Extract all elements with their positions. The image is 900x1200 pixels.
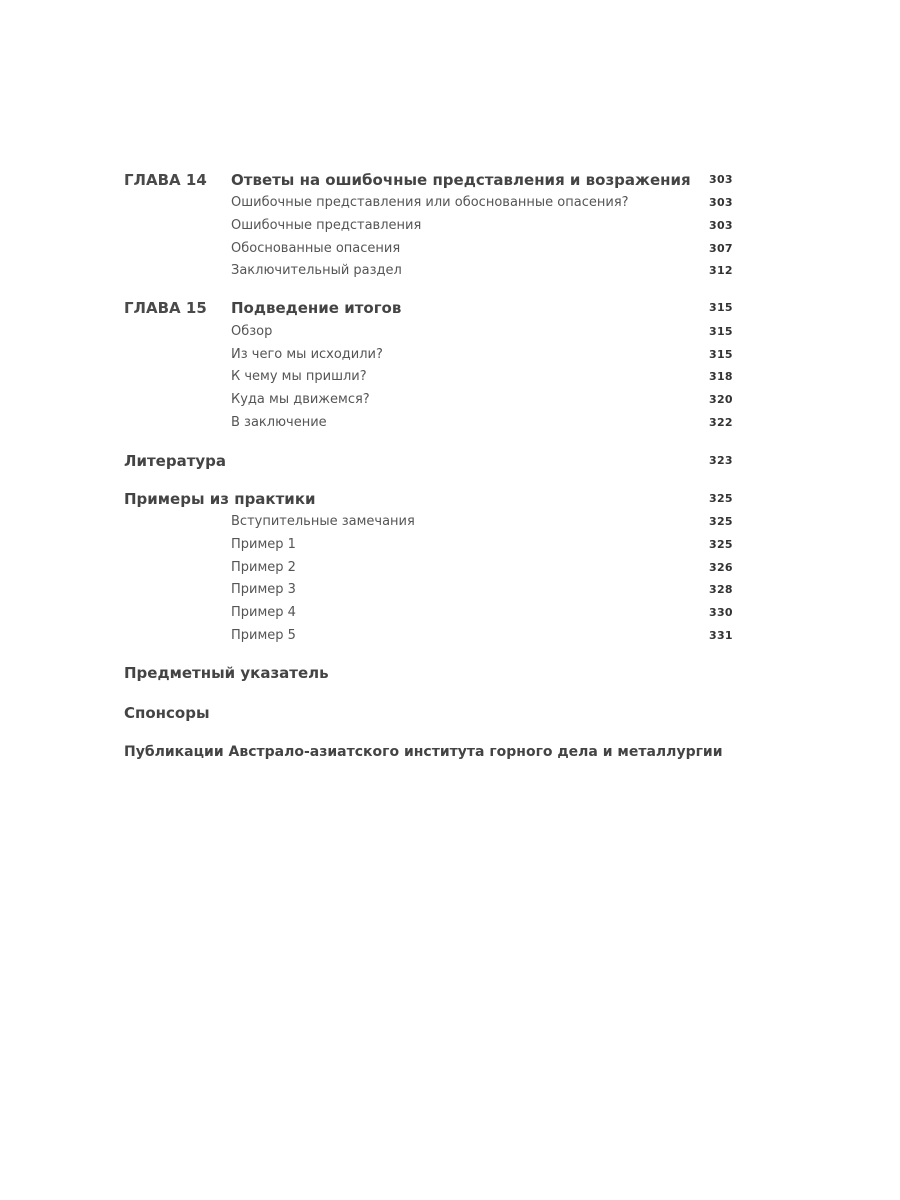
page-number: 320 (709, 393, 733, 406)
toc-subsection[interactable] (0, 579, 900, 601)
toc-subsection[interactable] (0, 238, 900, 260)
subsection-title: Пример 4 (231, 605, 296, 620)
page-number: 330 (709, 606, 733, 619)
toc-subsection[interactable] (0, 511, 900, 533)
toc-examples[interactable] (0, 488, 900, 510)
toc-subsection[interactable] (0, 192, 900, 214)
section-title: Примеры из практики (124, 490, 316, 508)
subsection-title: Ошибочные представления (231, 218, 422, 233)
page-number: 331 (709, 629, 733, 642)
page-number: 323 (709, 454, 733, 467)
page-number: 303 (709, 173, 733, 186)
chapter-title: Ответы на ошибочные представления и возражения (231, 171, 691, 189)
section-title: Публикации Австрало-азиатского института горного дела и металлургии (124, 744, 723, 760)
page-number: 322 (709, 416, 733, 429)
subsection-title: Пример 1 (231, 537, 296, 552)
toc-subsection[interactable] (0, 602, 900, 624)
chapter-number: ГЛАВА 15 (124, 299, 207, 317)
toc-subsection[interactable] (0, 344, 900, 366)
subsection-title: Обоснованные опасения (231, 241, 401, 256)
page-number: 328 (709, 583, 733, 596)
page-number: 303 (709, 196, 733, 209)
subsection-title: Ошибочные представления или обоснованные опасения? (231, 195, 629, 210)
toc-subsection[interactable] (0, 215, 900, 237)
page-number: 326 (709, 561, 733, 574)
toc-publications[interactable] (0, 741, 900, 763)
toc-chapter-15[interactable] (0, 297, 900, 319)
chapter-number: ГЛАВА 14 (124, 171, 207, 189)
page-number: 315 (709, 325, 733, 338)
toc-subsection[interactable] (0, 534, 900, 556)
subsection-title: Заключительный раздел (231, 263, 402, 278)
page-number: 325 (709, 492, 733, 505)
subsection-title: Пример 2 (231, 560, 296, 575)
toc-subsection[interactable] (0, 389, 900, 411)
section-title: Литература (124, 452, 227, 470)
toc-literature[interactable] (0, 450, 900, 472)
page-number: 315 (709, 301, 733, 314)
chapter-title: Подведение итогов (231, 299, 402, 317)
toc-subsection[interactable] (0, 321, 900, 343)
subsection-title: Пример 5 (231, 628, 296, 643)
page-number: 312 (709, 264, 733, 277)
page-number: 315 (709, 348, 733, 361)
subsection-title: Из чего мы исходили? (231, 347, 383, 362)
toc-subsection[interactable] (0, 260, 900, 282)
subsection-title: В заключение (231, 415, 327, 430)
toc-sponsors[interactable] (0, 702, 900, 724)
page-number: 303 (709, 219, 733, 232)
section-title: Предметный указатель (124, 664, 329, 682)
page-number: 318 (709, 370, 733, 383)
subsection-title: Обзор (231, 324, 273, 339)
subsection-title: Вступительные замечания (231, 514, 415, 529)
toc-subsection[interactable] (0, 412, 900, 434)
toc-chapter-14[interactable] (0, 169, 900, 191)
subsection-title: К чему мы пришли? (231, 369, 367, 384)
toc-subsection[interactable] (0, 366, 900, 388)
section-title: Спонсоры (124, 704, 210, 722)
page-number: 307 (709, 242, 733, 255)
page-number: 325 (709, 515, 733, 528)
toc-subsection[interactable] (0, 625, 900, 647)
toc-subject-index[interactable] (0, 662, 900, 684)
page-number: 325 (709, 538, 733, 551)
toc-subsection[interactable] (0, 557, 900, 579)
subsection-title: Пример 3 (231, 582, 296, 597)
subsection-title: Куда мы движемся? (231, 392, 370, 407)
